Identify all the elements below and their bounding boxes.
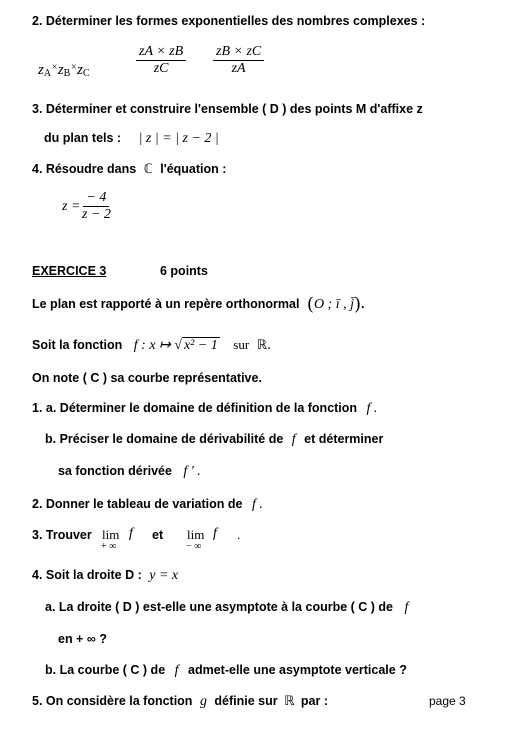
q4-suffix: l'équation :: [160, 162, 227, 176]
q1b-line2-text: sa fonction dérivée: [58, 464, 172, 478]
f-symbol: f .: [251, 497, 263, 512]
q2-statement: 2. Déterminer les formes exponentielles des nombres complexes :: [32, 14, 426, 28]
ex3-curve-note: On note ( C ) sa courbe représentative.: [32, 371, 262, 385]
ex3-q1b-line2: [58, 463, 201, 480]
q5-text3: par :: [300, 694, 328, 708]
q3-equation: | z | = | z − 2 |: [138, 131, 219, 146]
q2-fraction-bc-over-a: [213, 44, 264, 77]
lim1-f: f: [129, 526, 133, 541]
q1a-text: 1. a. Déterminer le domaine de définition de la fonction: [32, 401, 358, 415]
sub-c: C: [82, 68, 90, 79]
intro-text: Le plan est rapporté à un repère orthonormal: [32, 297, 300, 311]
exercise-title: EXERCICE 3: [32, 264, 107, 278]
fraction-numerator: − 4: [83, 190, 109, 207]
lim2-f: f: [213, 526, 217, 541]
period: .: [361, 297, 365, 311]
q1b-text2: et déterminer: [304, 432, 384, 446]
q4b-text2: admet-elle une asymptote verticale ?: [188, 663, 407, 677]
fn-prefix: Soit la fonction: [32, 338, 123, 352]
f-symbol: f: [291, 432, 296, 447]
g-symbol: g: [199, 694, 207, 709]
ex3-function-def: [32, 337, 271, 354]
sub-a: A: [43, 68, 52, 79]
f-symbol: f .: [366, 401, 378, 416]
q4-prefix: 4. Résoudre dans: [32, 162, 137, 176]
q3-statement: 3. Déterminer et construire l'ensemble ( D ) des points M d'affixe z: [32, 102, 423, 116]
q4-text: 4. Soit la droite D :: [32, 568, 142, 582]
z-var: z: [38, 62, 44, 78]
q1b-text: b. Préciser le domaine de dérivabilité de: [45, 432, 284, 446]
fraction-denominator: zA: [231, 61, 246, 76]
ex3-q1b: [45, 431, 383, 448]
lim-period: .: [237, 528, 241, 542]
ex3-q4a-line2: en + ∞ ?: [58, 632, 107, 646]
q2-text: 2. Donner le tableau de variation de: [32, 497, 243, 511]
fn-on: sur: [233, 337, 250, 352]
q5-text2: définie sur: [214, 694, 278, 708]
f-prime-symbol: f ' .: [183, 464, 201, 479]
q5-text: 5. On considère la fonction: [32, 694, 193, 708]
ex3-q4b: [45, 662, 407, 679]
lim1-bottom: + ∞: [101, 541, 117, 552]
sub-b: B: [63, 68, 71, 79]
line-equation: y = x: [149, 568, 179, 583]
fraction-numerator: zB × zC: [213, 44, 264, 61]
f-symbol: f: [174, 663, 179, 678]
complex-set-symbol: ℂ: [143, 162, 153, 177]
q3-label: du plan tels :: [44, 131, 122, 145]
z-var: z: [77, 62, 83, 78]
q4-statement: [32, 161, 226, 178]
ex3-q4: [32, 567, 178, 584]
times-sign: ×: [70, 62, 78, 73]
q2-product-expression: [38, 60, 90, 82]
lim2-bottom: − ∞: [186, 541, 202, 552]
paren-right: ): [354, 294, 362, 315]
fraction-denominator: z − 2: [82, 207, 111, 222]
sqrt-symbol: √: [174, 338, 182, 353]
real-set-symbol: ℝ: [284, 694, 295, 709]
ex3-q5: [32, 693, 328, 710]
lim1-word: lim: [102, 527, 120, 542]
ex3-q3-and: et: [152, 528, 164, 542]
fn-mapping: f : x ↦: [133, 338, 171, 353]
ex3-intro: [32, 296, 365, 313]
f-symbol: f: [404, 600, 409, 615]
q4-fraction: [82, 190, 111, 223]
lim2-word: lim: [187, 527, 205, 542]
fraction-numerator: zA × zB: [136, 44, 186, 61]
q2-fraction-ab-over-c: [136, 44, 186, 77]
exercise-points: 6 points: [160, 264, 208, 278]
q4b-text: b. La courbe ( C ) de: [45, 663, 166, 677]
ex3-q3-label: 3. Trouver: [32, 528, 92, 542]
ex3-q2: [32, 496, 263, 513]
paren-left: (: [306, 294, 314, 315]
real-set-symbol: ℝ.: [256, 338, 272, 353]
q4a-text: a. La droite ( D ) est-elle une asymptote à la courbe ( C ) de: [45, 600, 393, 614]
ex3-q1a: [32, 400, 377, 417]
page-number: page 3: [429, 694, 466, 708]
fraction-denominator: zC: [153, 61, 169, 76]
times-sign: ×: [51, 62, 58, 73]
z-var: z: [57, 62, 64, 78]
sqrt-radicand: x² − 1: [183, 338, 218, 353]
q4-lhs: z =: [62, 199, 81, 214]
ex3-q4a: [45, 599, 408, 616]
q3-line2: [44, 130, 219, 147]
frame-notation: O ; ī , j̄: [313, 297, 354, 312]
